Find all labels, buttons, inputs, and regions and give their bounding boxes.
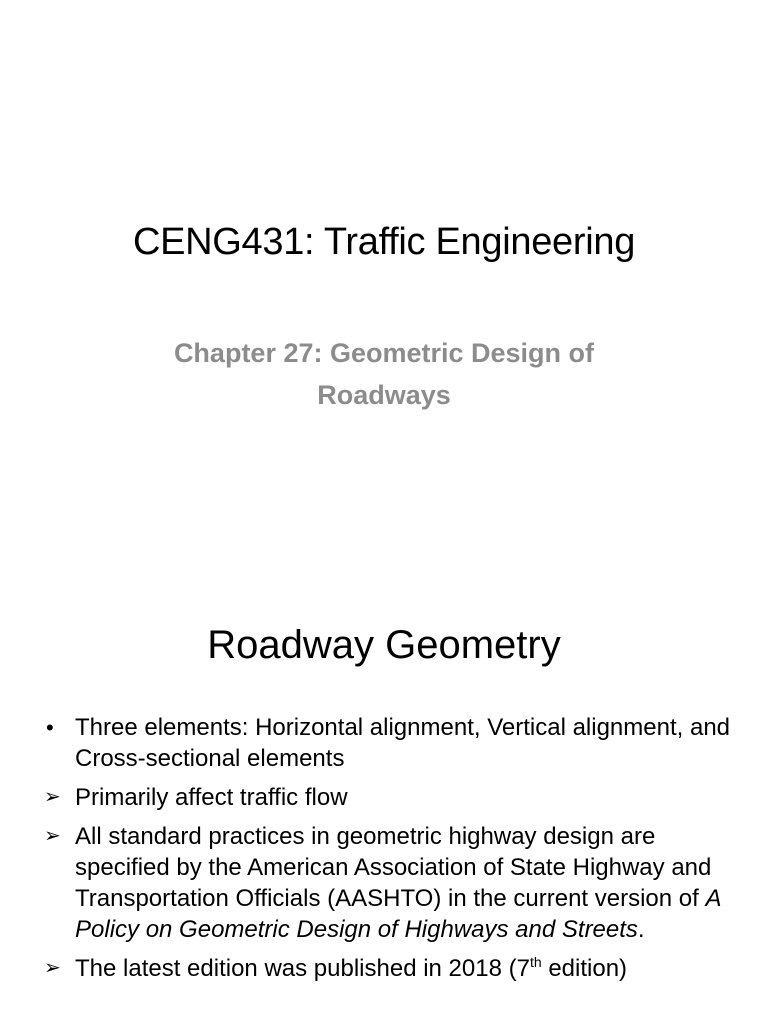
arrow-bullet-icon: ➢ <box>44 957 61 979</box>
list-item-text: The latest edition was published in 2018 (7 <box>75 955 530 982</box>
slide-subtitle: Chapter 27: Geometric Design of Roadways <box>173 338 595 410</box>
list-item-text: Three elements: Horizontal alignment, Vertical alignment, and Cross-sectional elements <box>75 714 731 772</box>
publication-title: A Policy on Geometric Design of Highways and Streets <box>75 885 721 943</box>
list-item <box>44 712 734 774</box>
bullet-list <box>44 712 734 992</box>
arrow-bullet-icon: ➢ <box>44 786 61 808</box>
content-slide <box>0 512 768 1024</box>
slide-title: CENG431: Traffic Engineering <box>132 221 636 263</box>
list-item <box>44 782 734 813</box>
arrow-bullet-icon: ➢ <box>44 825 61 847</box>
ordinal-suffix: th <box>529 954 542 970</box>
list-item-text-end: . <box>637 916 645 943</box>
list-item <box>44 953 734 984</box>
list-item-text-end: edition) <box>541 955 628 982</box>
slide-heading: Roadway Geometry <box>207 623 561 667</box>
list-item-text: All standard practices in geometric highway design are specified by the American Association of State Highway and Transportation Officials (AASHTO) in the current version of <box>75 823 712 912</box>
bullet-icon: • <box>46 715 54 740</box>
list-item <box>44 821 734 945</box>
list-item-text: Primarily affect traffic flow <box>75 784 348 811</box>
